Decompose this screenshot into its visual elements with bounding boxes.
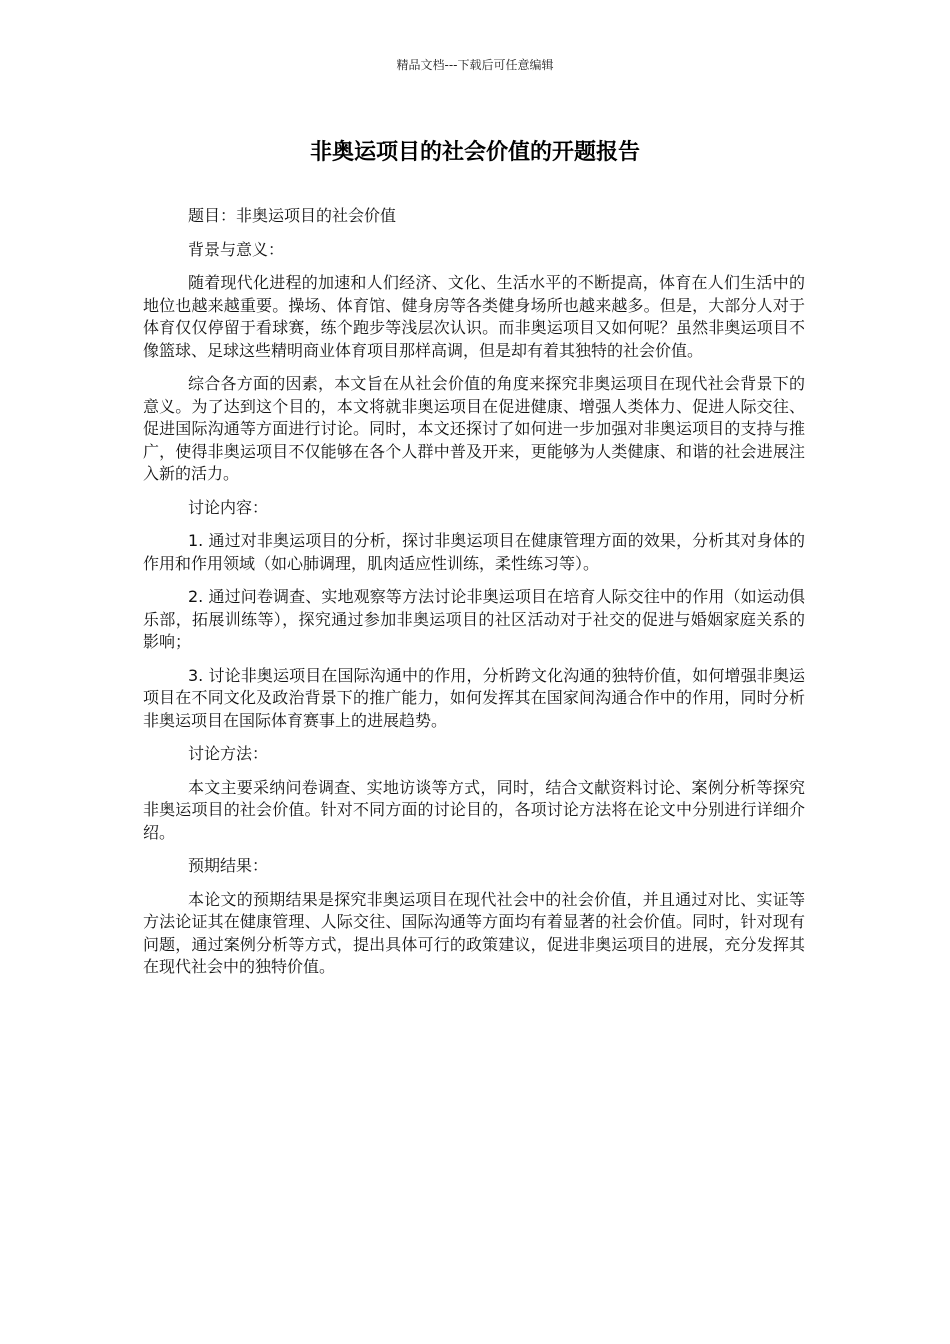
content-item-3: 3. 讨论非奥运项目在国际沟通中的作用，分析跨文化沟通的独特价值，如何增强非奥运项目在不同文化及政治背景下的推广能力，如何发挥其在国家间沟通合作中的作用，同时分析非奥运项目在国际体育赛事上的进展趋势。 (143, 665, 805, 730)
page-header: 精品文档---下载后可任意编辑 (396, 58, 554, 72)
content-item-2: 2. 通过问卷调查、实地观察等方法讨论非奥运项目在培育人际交往中的作用（如运动俱乐部，拓展训练等），探究通过参加非奥运项目的社区活动对于社交的促进与婚姻家庭关系的影响； (143, 587, 805, 651)
topic-line: 题目：非奥运项目的社会价值 (188, 206, 397, 225)
content-item-1: 1. 通过对非奥运项目的分析，探讨非奥运项目在健康管理方面的效果，分析其对身体的作用和作用领域（如心肺调理，肌肉适应性训练，柔性练习等）。 (143, 531, 805, 573)
document-body (143, 205, 805, 990)
expected-results-paragraph: 本论文的预期结果是探究非奥运项目在现代社会中的社会价值，并且通过对比、实证等方法论证其在健康管理、人际交往、国际沟通等方面均有着显著的社会价值。同时，针对现有问题，通过案例分析等方式，提出具体可行的政策建议，促进非奥运项目的进展，充分发挥其在现代社会中的独特价值。 (143, 889, 805, 976)
document-title: 非奥运项目的社会价值的开题报告 (309, 140, 640, 165)
section-heading-method: 讨论方法： (188, 744, 269, 763)
background-paragraph-2: 综合各方面的因素，本文旨在从社会价值的角度来探究非奥运项目在现代社会背景下的意义。为了达到这个目的，本文将就非奥运项目在促进健康、增强人类体力、促进人际交往、促进国际沟通等方面进行讨论。同时，本文还探讨了如何进一步加强对非奥运项目的支持与推广，使得非奥运项目不仅能够在各个人群中普及开来，更能够为人类健康、和谐的社会进展注入新的活力。 (143, 374, 805, 483)
background-paragraph-1: 随着现代化进程的加速和人们经济、文化、生活水平的不断提高，体育在人们生活中的地位也越来越重要。操场、体育馆、健身房等各类健身场所也越来越多。但是，大部分人对于体育仅仅停留于看球赛，练个跑步等浅层次认识。而非奥运项目又如何呢？虽然非奥运项目不像篮球、足球这些精明商业体育项目那样高调，但是却有着其独特的社会价值。 (143, 273, 805, 360)
section-heading-expected-results: 预期结果： (188, 856, 269, 875)
method-paragraph: 本文主要采纳问卷调查、实地访谈等方式，同时，结合文献资料讨论、案例分析等探究非奥运项目的社会价值。针对不同方面的讨论目的，各项讨论方法将在论文中分别进行详细介绍。 (143, 777, 805, 842)
section-heading-background: 背景与意义： (188, 239, 285, 259)
section-heading-content: 讨论内容： (188, 497, 269, 517)
